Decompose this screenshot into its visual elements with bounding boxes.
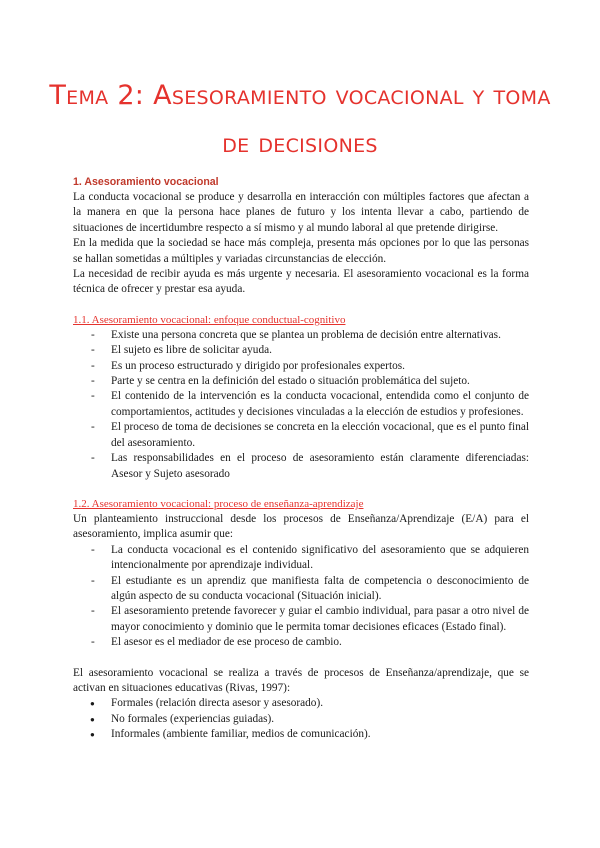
list-item: - El sujeto es libre de solicitar ayuda. <box>111 343 529 358</box>
list-item: - La conducta vocacional es el contenido significativo del asesoramiento que se adquieren intencionalmente por aprendizaje individual. <box>111 543 529 574</box>
list-item: - Parte y se centra en la definición del estado o situación problemática del sujeto. <box>111 374 529 389</box>
list-item: ● No formales (experiencias guiadas). <box>111 712 529 727</box>
page-title: Tema 2: Asesoramiento vocacional y toma de decisiones <box>49 80 551 159</box>
list-item: - Las responsabilidades en el proceso de asesoramiento están claramente diferenciadas: Asesor y Sujeto asesorado <box>111 451 529 482</box>
list-item: - El asesoramiento pretende favorecer y guiar el cambio individual, para pasar a otro nivel de mayor conocimiento y dominio que le permita tomar decisiones eficaces (Estado final). <box>111 604 529 635</box>
subsection-heading: 1.1. Asesoramiento vocacional: enfoque conductual-cognitivo <box>73 313 346 326</box>
paragraph: Un planteamiento instruccional desde los procesos de Enseñanza/Aprendizaje (E/A) para el asesoramiento, implica asumir que: <box>73 512 529 541</box>
list-item: - Es un proceso estructurado y dirigido por profesionales expertos. <box>111 359 529 374</box>
dash-list <box>73 543 529 651</box>
bullet-list <box>73 696 529 742</box>
list-item: ● Informales (ambiente familiar, medios de comunicación). <box>111 727 529 742</box>
paragraph: La necesidad de recibir ayuda es más urgente y necesaria. El asesoramiento vocacional es la forma técnica de ofrecer y prestar esa ayuda. <box>73 268 529 296</box>
list-item: - Existe una persona concreta que se plantea un problema de decisión entre alternativas. <box>111 328 529 343</box>
list-item: - El contenido de la intervención es la conducta vocacional, entendida como el conjunto de comportamientos, actitudes y decisiones vinculadas a la elección de estudios y profesiones. <box>111 389 529 420</box>
list-item: ● Formales (relación directa asesor y asesorado). <box>111 696 529 711</box>
subsection-heading: 1.2. Asesoramiento vocacional: proceso de enseñanza-aprendizaje <box>73 497 364 510</box>
paragraph: La conducta vocacional se produce y desarrolla en interacción con múltiples factores que afectan a la manera en que la persona hace planes de futuro y los intenta llevar a cabo, partiendo de situaciones de incertidumbre respecto a sí mismo y al mundo laboral al que pretende dirigirse. <box>73 191 529 234</box>
list-item: - El estudiante es un aprendiz que manifiesta falta de competencia o desconocimiento de algún aspecto de su conducta vocacional (Situación inicial). <box>111 574 529 605</box>
dash-list <box>73 328 529 482</box>
section-heading: 1. Asesoramiento vocacional <box>73 176 219 188</box>
paragraph: El asesoramiento vocacional se realiza a través de procesos de Enseñanza/aprendizaje, que se activan en situaciones educativas (Rivas, 1997): <box>73 666 529 694</box>
document-body <box>73 175 529 743</box>
list-item: - El asesor es el mediador de ese proceso de cambio. <box>111 635 529 650</box>
list-item: - El proceso de toma de decisiones se concreta en la elección vocacional, que es el punto final del asesoramiento. <box>111 420 529 451</box>
paragraph: En la medida que la sociedad se hace más compleja, presenta más opciones por lo que las personas se hallan sometidas a múltiples y variadas circunstancias de elección. <box>73 237 529 265</box>
